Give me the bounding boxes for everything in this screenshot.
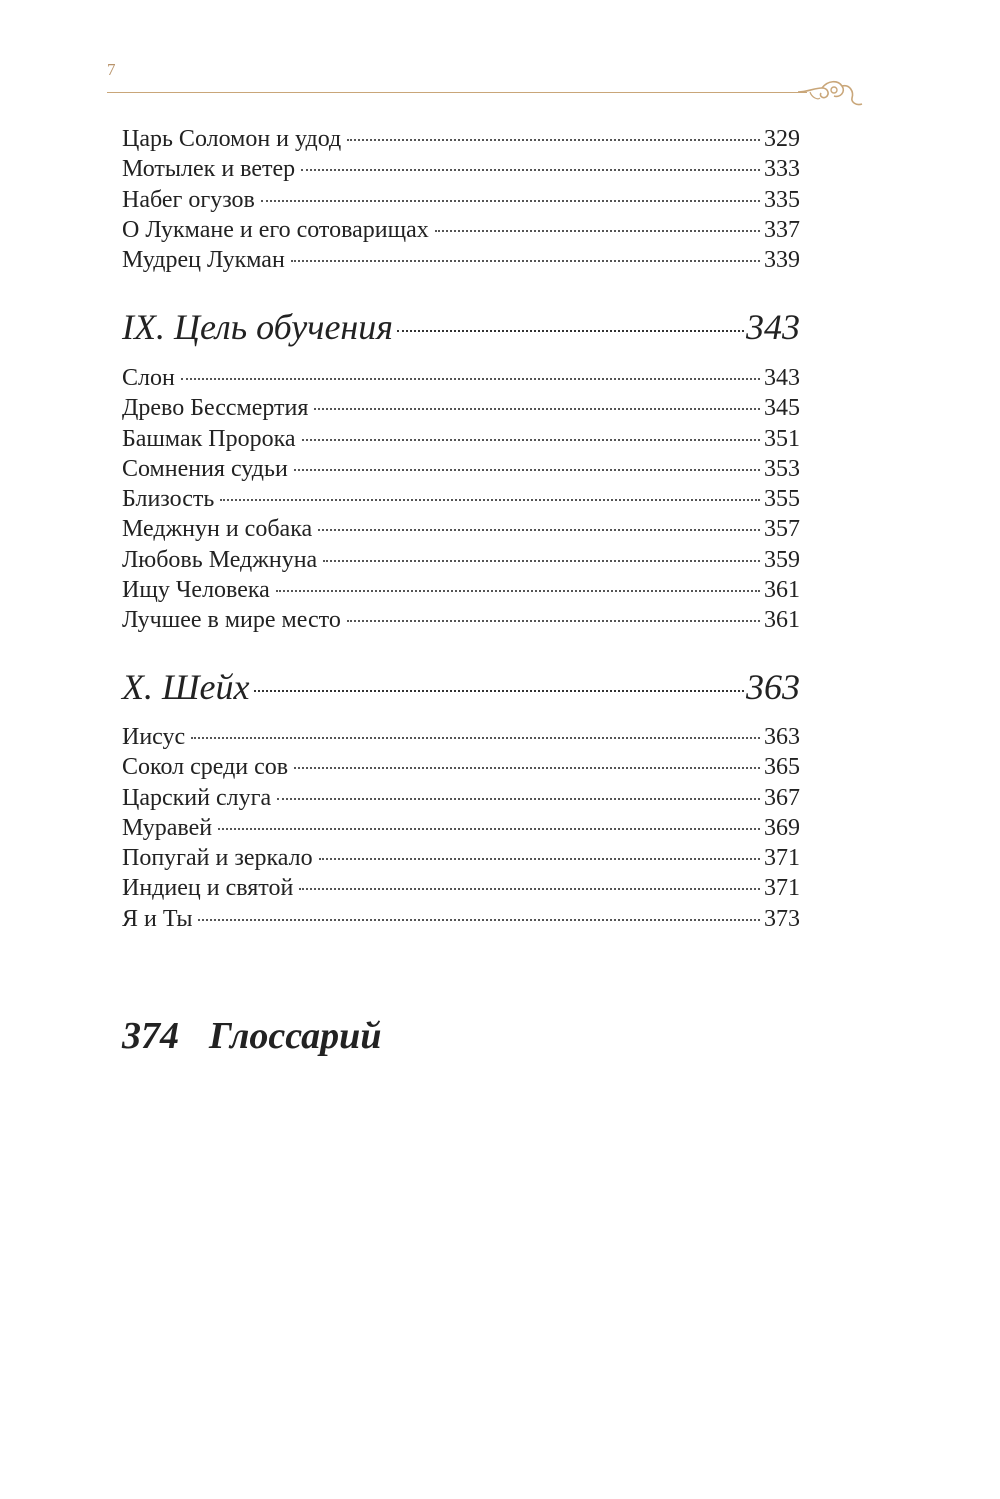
toc-entry: Слон 343 (122, 365, 800, 391)
toc-group-top (122, 124, 800, 275)
section-heading-x: X. Шейх 363 (122, 667, 800, 707)
toc-entry: Древо Бессмертия 345 (122, 395, 800, 422)
toc-entry: Иисус 363 (122, 724, 800, 750)
toc-entry: Царский слуга 367 (122, 784, 800, 811)
toc-entry: Башмак Пророка 351 (122, 425, 800, 452)
toc-group-x (122, 722, 800, 934)
toc-entry: Близость 355 (122, 486, 800, 513)
toc-entry: Лучшее в мире место 361 (122, 607, 800, 634)
floral-ornament-icon (796, 74, 866, 114)
glossary-heading (122, 1014, 381, 1058)
toc-entry: Индиец и святой 371 (122, 875, 800, 902)
section-heading-ix: IX. Цель обучения 343 (122, 307, 800, 347)
toc-entry: Муравей 369 (122, 814, 800, 841)
toc-entry: Набег огузов 335 (122, 186, 800, 213)
page-number: 7 (107, 60, 116, 79)
header-rule (107, 92, 807, 93)
toc-entry: Мудрец Лукман 339 (122, 247, 800, 274)
toc-entry: Любовь Меджнуна 359 (122, 546, 800, 573)
toc-entry: Попугай и зеркало 371 (122, 845, 800, 872)
glossary-title: Глоссарий (209, 1015, 382, 1057)
toc-entry: Меджнун и собака 357 (122, 516, 800, 543)
glossary-page: 374 (122, 1015, 179, 1057)
toc-entry: Ищу Человека 361 (122, 577, 800, 604)
toc-entry: Я и Ты 373 (122, 905, 800, 932)
toc-entry: О Лукмане и его сотоварищах 337 (122, 216, 800, 243)
toc-entry: Сокол среди сов 365 (122, 754, 800, 781)
toc-entry: Сомнения судьи 353 (122, 455, 800, 482)
toc-entry: Царь Соломон и удод 329 (122, 126, 800, 152)
toc-entry: Мотылек и ветер 333 (122, 156, 800, 183)
toc-group-ix (122, 363, 800, 636)
